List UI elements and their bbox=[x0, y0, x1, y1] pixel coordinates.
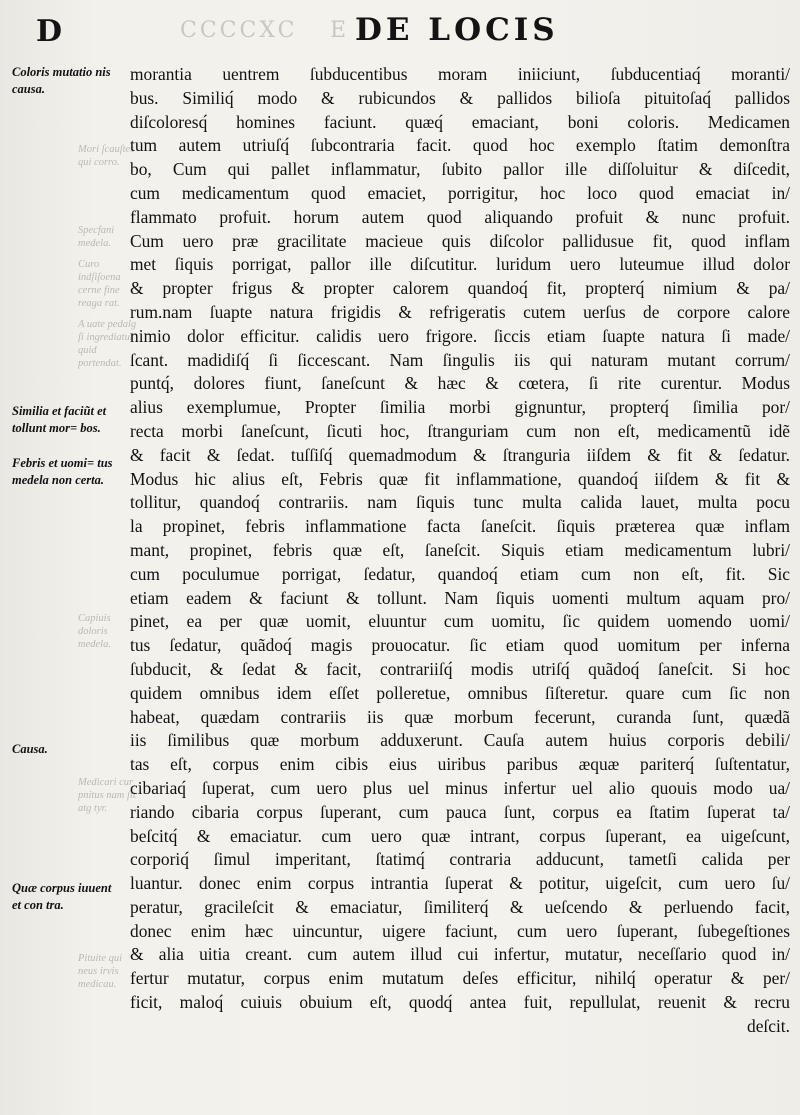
show-through-note: A uate pedalg ſi ingrediatur quid portendat. bbox=[78, 319, 137, 369]
text-line: recta morbi ſaneſcunt, ſicuti hoc, ſtranguriam cum non eſt, medicamentũ idẽ bbox=[130, 420, 790, 441]
text-line: alius exemplumue, Propter ſimilia morbi gignuntur, propterq́ ſimilia por/ bbox=[130, 397, 790, 418]
text-line: luantur. donec enim corpus intrantia ſuperat & potitur, uigeſcit, cum uero ſu/ bbox=[130, 873, 790, 894]
text-line: bo, Cum qui pallet inflammatur, ſubito pallor ille diſſoluitur & diſcedit, bbox=[130, 159, 790, 180]
text-line: & alia uitia creant. cum autem illud cui infertur, mutatur, neceſſario quod in/ bbox=[130, 944, 790, 965]
body-text bbox=[130, 63, 790, 1039]
margin-note: Febris et uomi= tus medela non certa. bbox=[12, 456, 113, 487]
text-line: la propinet, febris inflammatione facta ſaneſcit. ſiquis præterea quæ inflam bbox=[130, 516, 790, 537]
text-line: & propter frigus & propter calorem quandoq́ fit, propterq́ nimium & pa/ bbox=[130, 278, 790, 299]
text-line: tus ſedatur, quãdoq́ magis prouocatur. ſic etiam quod uomitum per inferna bbox=[130, 635, 790, 656]
show-through-note: Curo indſiſoena cerne fine reaga rat. bbox=[78, 259, 121, 309]
text-line: Modus hic alius eſt, Febris quæ fit inflammatione, quandoq́ iiſdem & fit & bbox=[130, 468, 790, 489]
show-through-note: Specfani medela. bbox=[78, 225, 115, 249]
show-through-text: CCCCXC bbox=[180, 18, 298, 43]
text-line: deſcit. bbox=[747, 1015, 790, 1036]
signature-letter: D bbox=[36, 14, 64, 49]
text-line: quidem omnibus idem eſſet polleretue, omnibus ſiſteretur. quare cum ſic non bbox=[130, 682, 790, 703]
text-line: rum.nam ſuapte natura frigidis & refrigeratis cutem uerſus de corpore calore bbox=[130, 301, 790, 322]
text-line: cum medicamentum quod emaciet, porrigitur, hoc loco quod emaciat in/ bbox=[130, 182, 790, 203]
text-line: donec enim hæc uincuntur, uigere faciunt, cum uero ſuperant, ſubegeſtiones bbox=[130, 920, 790, 941]
text-line: flammato profuit. horum autem quod aliquando profuit & nunc profuit. bbox=[130, 206, 790, 227]
text-line: ficit, maloq́ cuiuis obuium eſt, quodq́ antea fuit, repullulat, reuenit & recru bbox=[130, 992, 790, 1013]
show-through-note: Pituite qui neus irvis medicau. bbox=[78, 953, 123, 990]
text-line: bus. Similiq́ modo & rubicundos & pallidos bilioſa pituitoſaq́ pallidos bbox=[130, 87, 790, 108]
text-line: cum poculumue porrigat, ſedatur, quandoq́ etiam cum non eſt, fit. Sic bbox=[130, 563, 790, 584]
text-line: ſcant. madidiſq́ ſi ſiccescant. Nam ſingulis iis qui naturam mutant corrum/ bbox=[130, 349, 790, 370]
margin-note: Causa. bbox=[12, 742, 48, 756]
margin-note: Quæ corpus iuuent et con tra. bbox=[12, 881, 112, 912]
text-line: fertur mutatur, corpus enim mutatum deſes efficitur, nihilq́ operatur & per/ bbox=[130, 968, 790, 989]
running-head bbox=[0, 8, 800, 52]
text-line: riando cibaria corpus ſuperant, cum pauca ſunt, corpus ea ſtatim ſuperat ta/ bbox=[130, 801, 790, 822]
show-through-text: E bbox=[330, 18, 353, 43]
text-line: iis ſimilibus quæ morbum adduxerunt. Cauſa autem huius corporis debili/ bbox=[130, 730, 790, 751]
margin-note: Similia et faciũt et tollunt mor= bos. bbox=[12, 404, 107, 435]
text-line: mant, propinet, febris quæ eſt, ſaneſcit. Siquis etiam medicamentum lubri/ bbox=[130, 539, 790, 560]
margin-note: Coloris mutatio nis causa. bbox=[12, 65, 111, 96]
text-line: nimio dolor efficitur. calidis uero frigore. ſiccis etiam ſuapte natura ſi made/ bbox=[130, 325, 790, 346]
text-line: tollitur, quandoq́ contrariis. nam ſiquis tunc multa calida lauet, multa pocu bbox=[130, 492, 790, 513]
page-title: DE LOCIS bbox=[355, 12, 559, 48]
text-line: habeat, quædam contrariis iis quæ morbum fecerunt, curanda ſunt, quædã bbox=[130, 706, 790, 727]
text-line: ſubducit, & ſedat & facit, contrariiſq́ modis utriſq́ quãdoq́ ſaneſcit. Si hoc bbox=[130, 658, 790, 679]
text-line: tum autem utriuſq́ ſubcontraria facit. quod hoc exemplo ſtatim demonſtra bbox=[130, 135, 790, 156]
show-through-note: Medicari cur pnitus nam ſit atg tyr. bbox=[78, 777, 136, 814]
text-line: puntq́, dolores fiunt, ſaneſcunt & hæc & cœtera, ſi rite curentur. Modus bbox=[130, 373, 790, 394]
text-line: peratur, gracileſcit & emaciatur, ſimiliterq́ & ueſcendo & perluendo facit, bbox=[130, 896, 790, 917]
show-through-note: Mori ſcauſtes qui corro. bbox=[78, 144, 135, 168]
text-line: & facit & ſedat. tuſſiſq́ quemadmodum & ſtranguria iiſdem & fit & ſedatur. bbox=[130, 444, 790, 465]
text-line: diſcoloresq́ homines faciunt. quæq́ emaciant, boni coloris. Medicamen bbox=[130, 111, 790, 132]
text-line: corporiq́ ſimul imperitant, ſtatimq́ contraria adducunt, tametſi calida per bbox=[130, 849, 790, 870]
text-line: cibariaq́ ſuperat, cum uero plus uel minus infertur uel alio quouis modo ua/ bbox=[130, 777, 790, 798]
text-line: pinet, ea per quæ uomit, eluuntur cum uomitu, ſic quidem uomendo uomi/ bbox=[130, 611, 790, 632]
text-line: etiam eadem & faciunt & tollunt. Nam ſiquis uomenti multum aquam pro/ bbox=[130, 587, 790, 608]
text-line: beſcitq́ & emaciatur. cum uero quæ intrant, corpus ſuperant, ea uigeſcunt, bbox=[130, 825, 790, 846]
text-line: Cum uero præ gracilitate macieue quis diſcolor pallidusue fit, quod inflam bbox=[130, 230, 790, 251]
text-line: morantia uentrem ſubducentibus moram iniiciunt, ſubducentiaq́ moranti/ bbox=[130, 64, 790, 84]
text-line: tas eſt, corpus enim cibis eius uiribus paribus æquæ pariterq́ ſuſtentatur, bbox=[130, 754, 790, 775]
show-through-note: Capiuis doloris medela. bbox=[78, 613, 111, 650]
text-line: met ſiquis porrigat, pallor ille diſcutitur. luridum uero luteumue illud dolor bbox=[130, 254, 790, 275]
